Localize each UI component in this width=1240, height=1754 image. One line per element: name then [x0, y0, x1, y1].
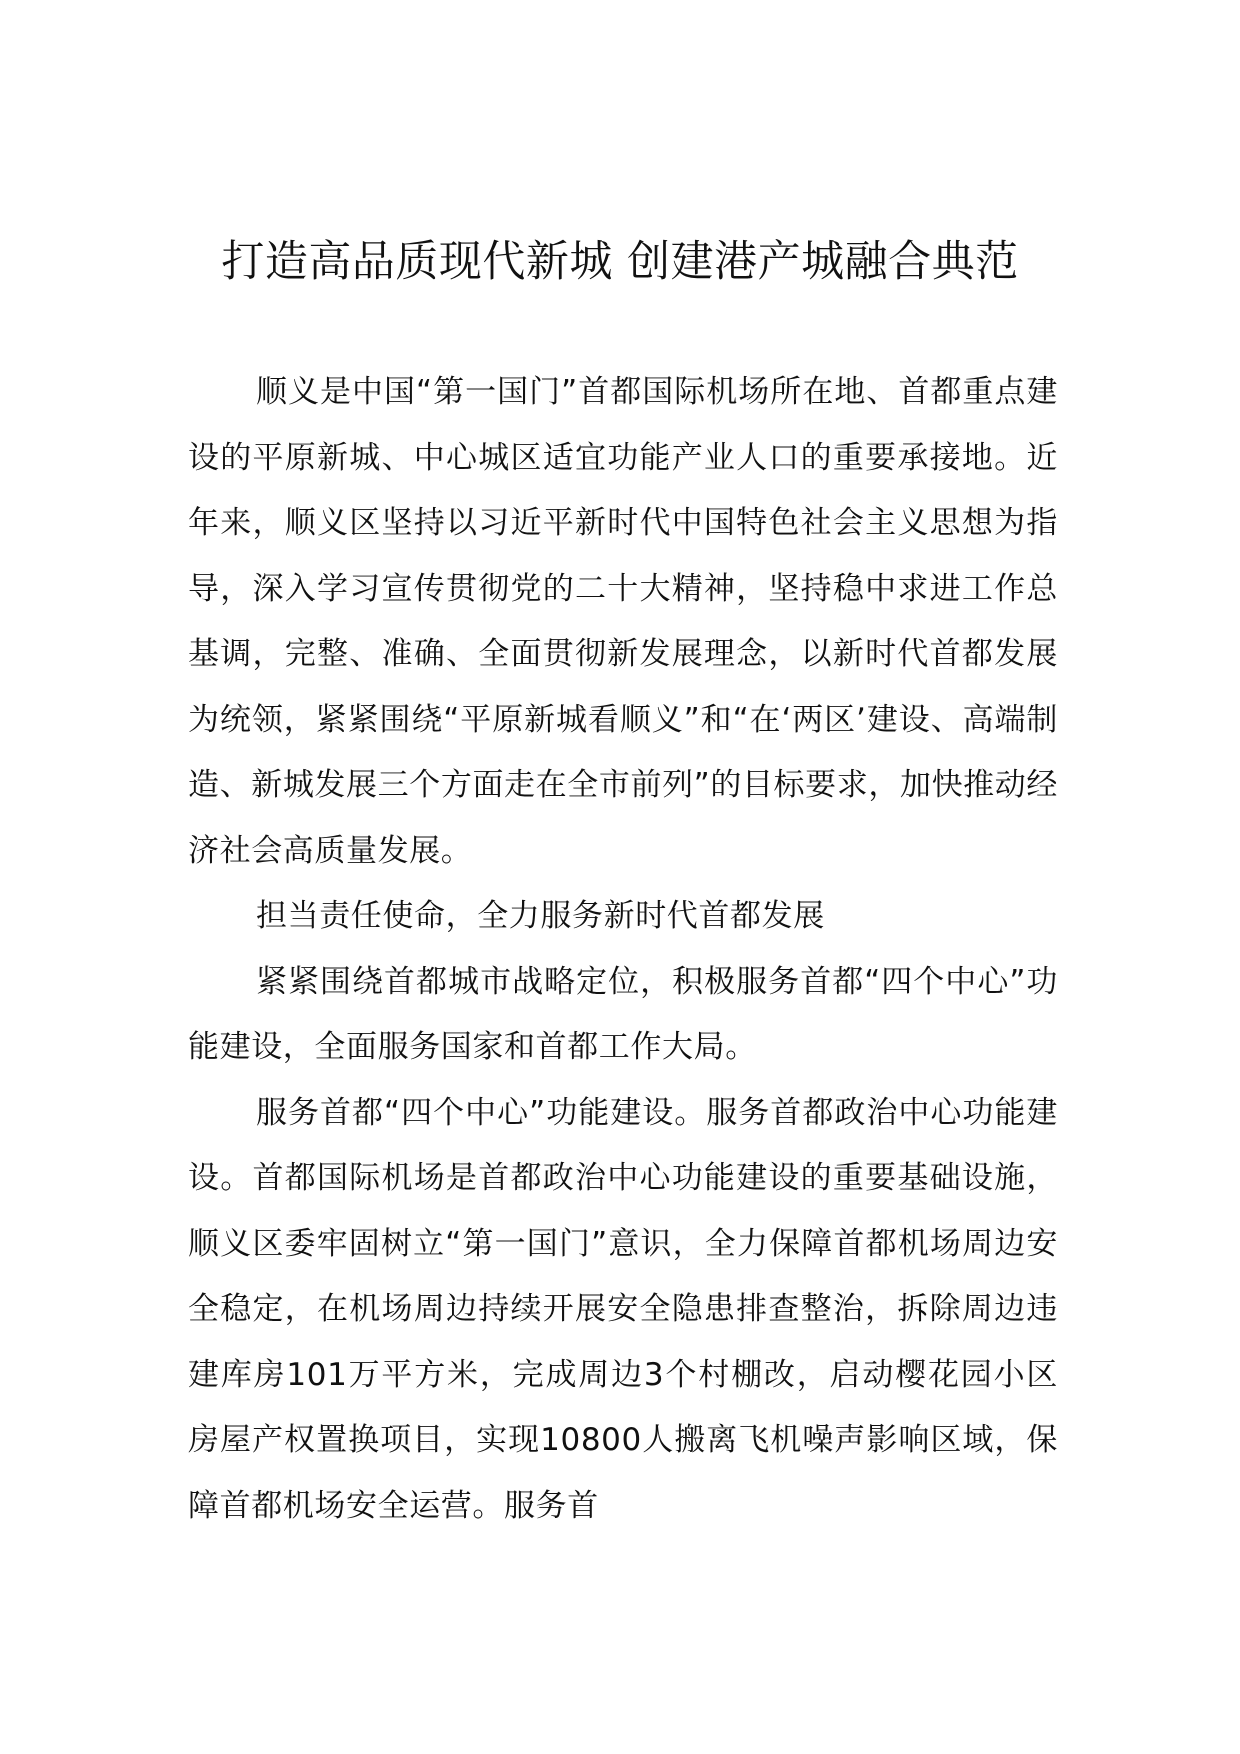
- paragraph-four-centers: 服务首都“四个中心”功能建设。服务首都政治中心功能建设。首都国际机场是首都政治中心功能建设的重要基础设施，顺义区委牢固树立“第一国门”意识，全力保障首都机场周边安全稳定，在机场周边持续开展安全隐患排查整治，拆除周边违建库房101万平方米，完成周边3个村棚改，启动樱花园小区房屋产权置换项目，实现10800人搬离飞机噪声影响区域，保障首都机场安全运营。服务首: [188, 1094, 1058, 1524]
- section-heading: 担当责任使命，全力服务新时代首都发展: [256, 898, 825, 934]
- paragraph-intro: 顺义是中国“第一国门”首都国际机场所在地、首都重点建设的平原新城、中心城区适宜功能产业人口的重要承接地。近年来，顺义区坚持以习近平新时代中国特色社会主义思想为指导，深入学习宣传贯彻党的二十大精神，坚持稳中求进工作总基调，完整、准确、全面贯彻新发展理念，以新时代首都发展为统领，紧紧围绕“平原新城看顺义”和“在‘两区’建设、高端制造、新城发展三个方面走在全市前列”的目标要求，加快推动经济社会高质量发展。: [188, 374, 1058, 869]
- document-title: 打造高品质现代新城 创建港产城融合典范: [221, 237, 1019, 287]
- document-body: [188, 360, 1058, 1539]
- paragraph-strategy: 紧紧围绕首都城市战略定位，积极服务首都“四个中心”功能建设，全面服务国家和首都工作大局。: [188, 963, 1058, 1065]
